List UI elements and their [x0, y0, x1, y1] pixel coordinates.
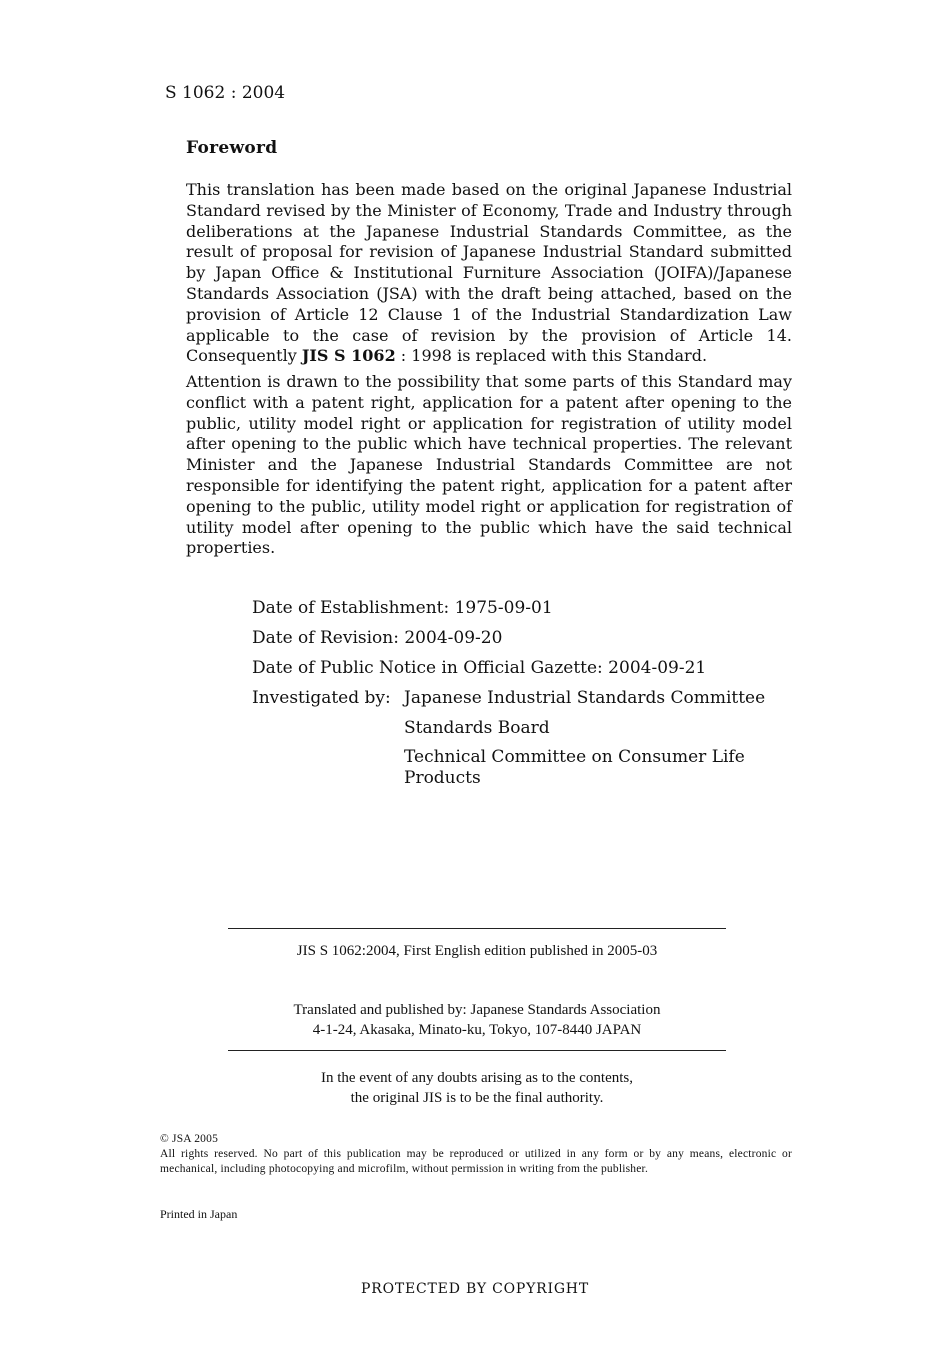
date-of-revision: Date of Revision: 2004-09-20 [252, 628, 503, 648]
copyright-notice: © JSA 2005 [160, 1133, 219, 1145]
divider-top [228, 928, 726, 929]
divider-bottom [228, 1050, 726, 1051]
foreword-paragraph-1-text: This translation has been made based on the original Japanese Industrial Standard revised by the Minister of Economy, Trade and Industry through deliberations at the Japanese Industrial Standards Committee, as the result of proposal for revision of Japanese Industrial Standard submitted by Japan Office & Institutional Furniture Association (JOIFA)/Japanese Standards Association (JSA) with the draft being attached, based on the provision of Article 12 Clause 1 of the Industrial Standardization Law applicable to the case of revision by the provision of Article 14. Consequently [186, 180, 792, 366]
edition-line: JIS S 1062:2004, First English edition published in 2005-03 [296, 943, 658, 959]
protected-by-copyright-footer: PROTECTED BY COPYRIGHT [361, 1281, 589, 1297]
foreword-paragraph-1 [186, 180, 792, 367]
investigated-by-label: Investigated by: [252, 688, 391, 708]
rights-statement: All rights reserved. No part of this publication may be reproduced or utilized in any form or by any means, electronic or mechanical, including photocopying and microfilm, without permission in writing from the publisher. [160, 1148, 792, 1175]
publisher-name: Translated and published by: Japanese Standards Association [293, 1002, 661, 1018]
standard-reference: JIS S 1062 [301, 346, 396, 366]
foreword-title: Foreword [186, 138, 278, 158]
authority-note [228, 1068, 726, 1108]
publisher-block [228, 1000, 726, 1040]
foreword-paragraph-2: Attention is drawn to the possibility that some parts of this Standard may conflict with a patent right, application for a patent after opening to the public, utility model right or application for registration of utility model after opening to the public which have technical properties. The relevant Minister and the Japanese Industrial Standards Committee are not responsible for identifying the patent right, application for a patent after opening to the public, utility model right or application for registration of utility model after opening to the public which have the said technical properties. [186, 372, 792, 558]
authority-line-1: In the event of any doubts arising as to the contents, [320, 1070, 633, 1086]
copyright-block [160, 1132, 792, 1177]
investigated-by-committee: Japanese Industrial Standards Committee [404, 688, 766, 708]
date-of-public-notice: Date of Public Notice in Official Gazette: 2004-09-21 [252, 658, 707, 678]
printed-in: Printed in Japan [160, 1207, 238, 1221]
investigated-by-board: Standards Board [404, 718, 550, 738]
investigated-by-technical-committee: Technical Committee on Consumer Life Products [404, 747, 745, 788]
foreword-paragraph-1-end: : 1998 is replaced with this Standard. [395, 346, 708, 366]
date-of-establishment: Date of Establishment: 1975-09-01 [252, 598, 553, 618]
publisher-address: 4-1-24, Akasaka, Minato-ku, Tokyo, 107-8440 JAPAN [312, 1022, 642, 1038]
document-id: S 1062 : 2004 [165, 83, 286, 103]
authority-line-2: the original JIS is to be the final authority. [350, 1090, 604, 1106]
